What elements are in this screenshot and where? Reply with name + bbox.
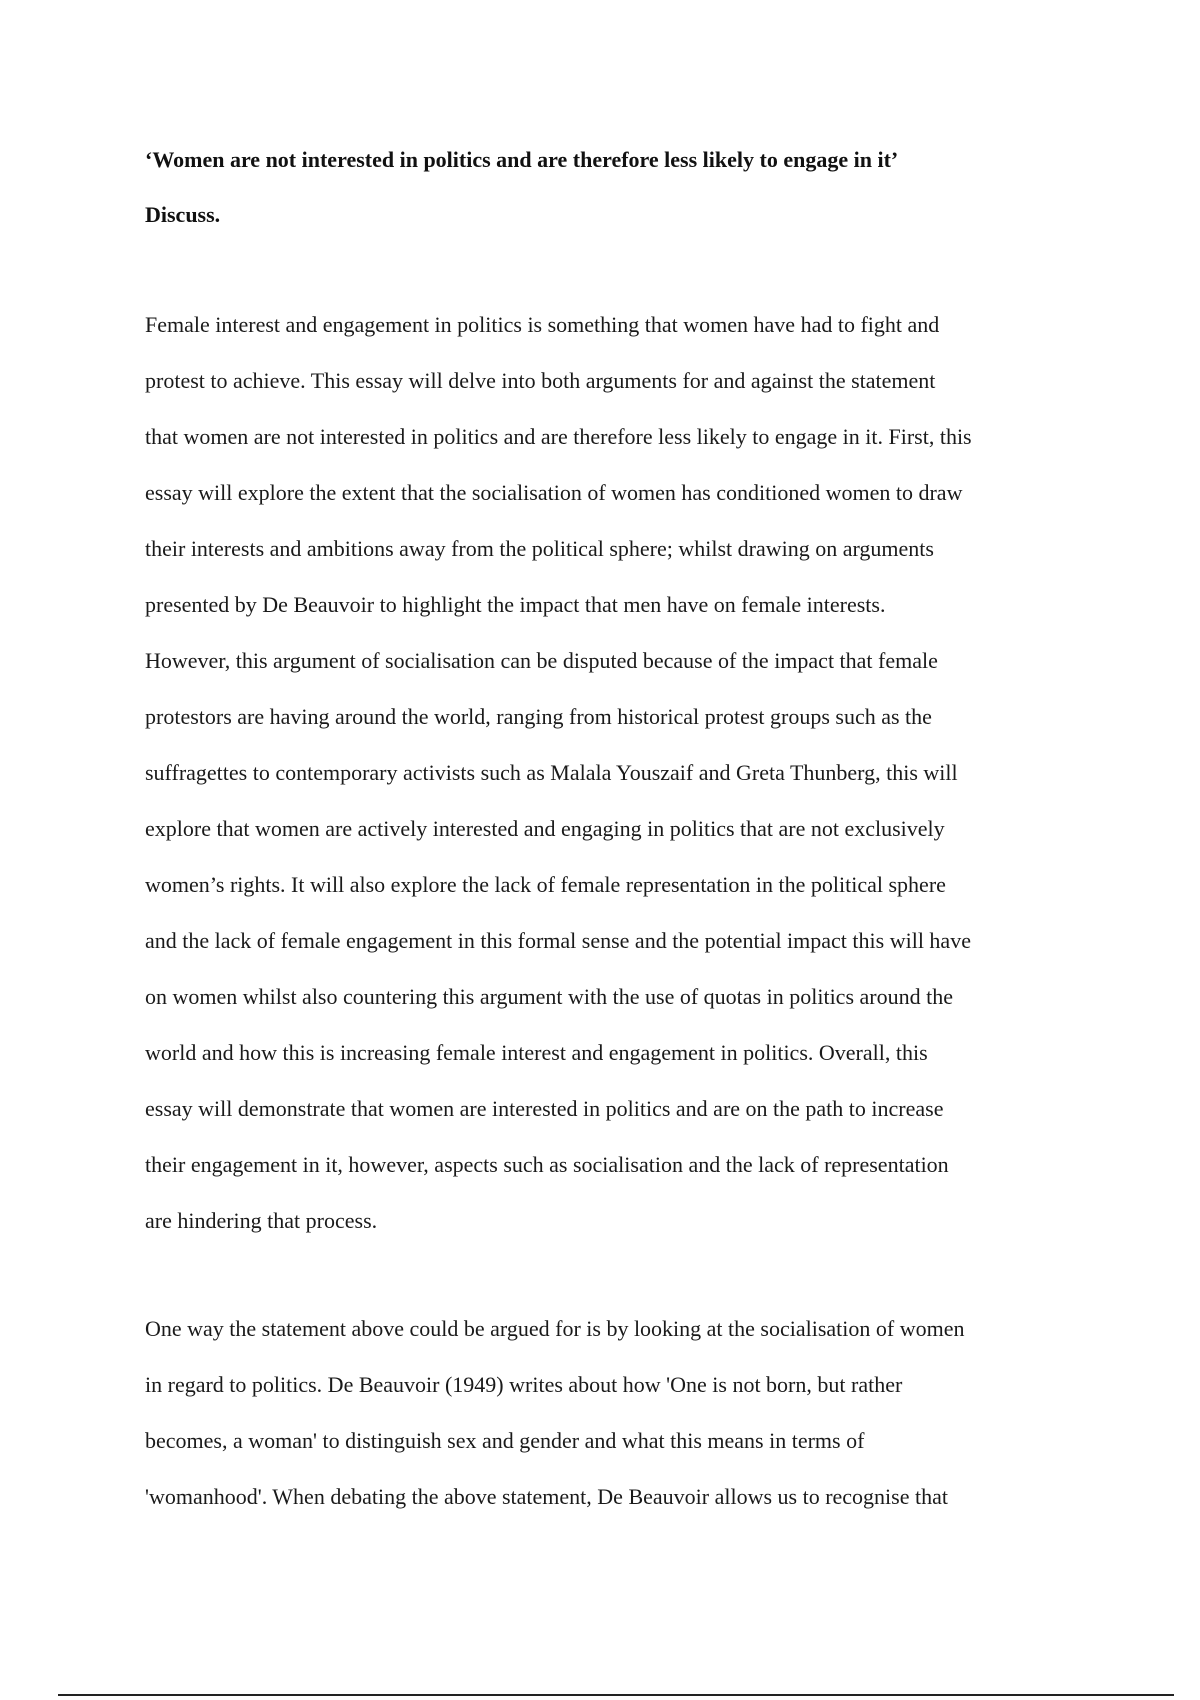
body-line: are hindering that process.	[145, 1208, 378, 1233]
body-line: that women are not interested in politics and are therefore less likely to engage in it. First, this	[145, 424, 972, 449]
body-line: presented by De Beauvoir to highlight the impact that men have on female interests.	[145, 592, 886, 617]
body-line: One way the statement above could be argued for is by looking at the socialisation of women	[145, 1316, 965, 1341]
body-line: their interests and ambitions away from the political sphere; whilst drawing on arguments	[145, 536, 934, 561]
body-line: protestors are having around the world, ranging from historical protest groups such as the	[145, 704, 932, 729]
body-line: in regard to politics. De Beauvoir (1949) writes about how 'One is not born, but rather	[145, 1372, 903, 1397]
body-line: Female interest and engagement in politics is something that women have had to fight and	[145, 312, 940, 337]
body-line: their engagement in it, however, aspects such as socialisation and the lack of representation	[145, 1152, 949, 1177]
body-line: 'womanhood'. When debating the above statement, De Beauvoir allows us to recognise that	[145, 1484, 948, 1509]
body-line: world and how this is increasing female interest and engagement in politics. Overall, this	[145, 1040, 928, 1065]
body-line: protest to achieve. This essay will delve into both arguments for and against the statement	[145, 368, 936, 393]
essay-title: ‘Women are not interested in politics and are therefore less likely to engage in it’	[145, 147, 899, 172]
body-line: suffragettes to contemporary activists such as Malala Youszaif and Greta Thunberg, this will	[145, 760, 958, 785]
body-line: on women whilst also countering this argument with the use of quotas in politics around the	[145, 984, 953, 1009]
body-line: essay will demonstrate that women are interested in politics and are on the path to increase	[145, 1096, 944, 1121]
body-line: becomes, a woman' to distinguish sex and gender and what this means in terms of	[145, 1428, 865, 1453]
page-divider	[58, 1694, 1174, 1696]
body-line: women’s rights. It will also explore the lack of female representation in the political sphere	[145, 872, 946, 897]
body-line: essay will explore the extent that the socialisation of women has conditioned women to draw	[145, 480, 963, 505]
body-line: However, this argument of socialisation can be disputed because of the impact that female	[145, 648, 938, 673]
body-line: explore that women are actively interested and engaging in politics that are not exclusively	[145, 816, 945, 841]
essay-subtitle: Discuss.	[145, 202, 221, 227]
body-line: and the lack of female engagement in this formal sense and the potential impact this will have	[145, 928, 971, 953]
